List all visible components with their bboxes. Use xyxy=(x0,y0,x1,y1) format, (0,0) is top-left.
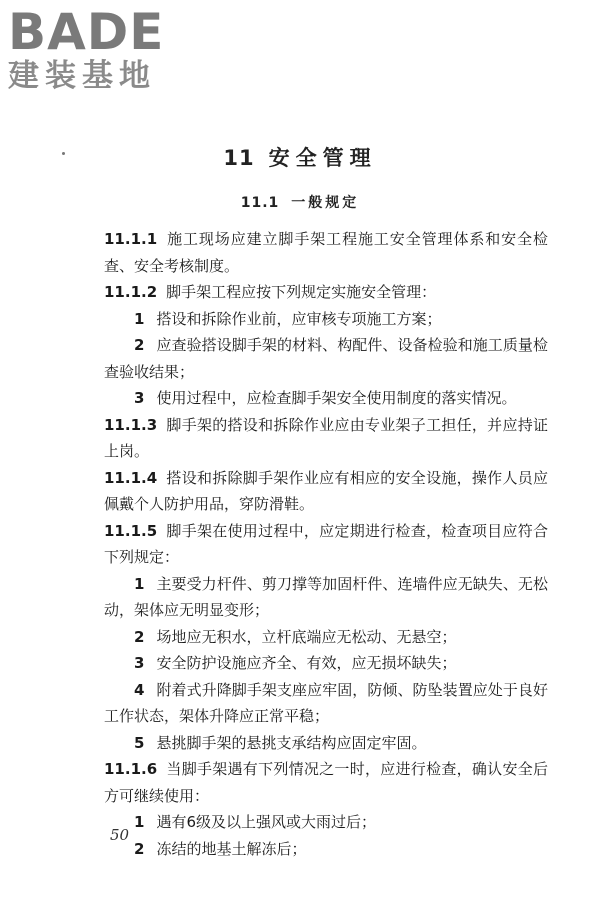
logo-wordmark: BADE xyxy=(8,3,165,61)
section-number: 11.1 xyxy=(240,195,280,211)
section-title xyxy=(0,192,600,212)
clause xyxy=(104,279,548,306)
clause-text: 施工现场应建立脚手架工程施工安全管理体系和安全检查、安全考核制度。 xyxy=(104,230,548,275)
clause-text: 搭设和拆除脚手架作业应有相应的安全设施，操作人员应佩戴个人防护用品，穿防滑鞋。 xyxy=(104,468,548,513)
brand-logo xyxy=(8,3,178,94)
clause-text: 脚手架的搭设和拆除作业应由专业架子工担任，并应持证上岗。 xyxy=(104,415,548,460)
item-number: 3 xyxy=(134,654,145,672)
clause-item xyxy=(104,624,548,651)
clause-number: 11.1.5 xyxy=(104,521,158,540)
item-number: 1 xyxy=(134,813,145,831)
item-text: 应查验搭设脚手架的材料、构配件、设备检验和施工质量检查验收结果； xyxy=(104,336,548,381)
item-number: 4 xyxy=(134,680,145,699)
clause-item xyxy=(104,332,548,385)
chapter-title xyxy=(0,142,600,172)
clause xyxy=(104,756,548,809)
clause xyxy=(104,226,548,279)
clause-text: 当脚手架遇有下列情况之一时，应进行检查，确认安全后方可继续使用： xyxy=(104,760,548,805)
item-text: 使用过程中，应检查脚手架安全使用制度的落实情况。 xyxy=(156,389,517,407)
item-number: 2 xyxy=(134,839,145,858)
clause xyxy=(104,465,548,518)
item-number: 3 xyxy=(134,389,145,407)
clause-number: 11.1.2 xyxy=(104,283,158,301)
document-body xyxy=(104,226,548,862)
clause-number: 11.1.1 xyxy=(104,230,158,248)
clause-item xyxy=(104,730,548,757)
item-text: 冻结的地基土解冻后； xyxy=(156,839,307,858)
section-name: 一般规定 xyxy=(291,195,360,211)
clause-number: 11.1.6 xyxy=(104,760,158,778)
item-text: 遇有6级及以上强风或大雨过后； xyxy=(156,813,376,831)
clause-text: 脚手架工程应按下列规定实施安全管理： xyxy=(166,283,437,301)
item-text: 场地应无积水，立杆底端应无松动、无悬空； xyxy=(156,627,457,646)
clause-text: 脚手架在使用过程中，应定期进行检查，检查项目应符合下列规定： xyxy=(104,521,548,566)
item-number: 1 xyxy=(134,309,145,328)
item-number: 2 xyxy=(134,336,145,354)
clause-item xyxy=(104,809,548,836)
item-number: 5 xyxy=(134,733,145,752)
item-text: 搭设和拆除作业前，应审核专项施工方案； xyxy=(156,309,442,328)
clause xyxy=(104,518,548,571)
logo-subtitle: 建装基地 xyxy=(8,58,156,94)
page-number: 50 xyxy=(110,826,130,844)
clause-item xyxy=(104,385,548,412)
clause-item xyxy=(104,650,548,677)
clause-item xyxy=(104,306,548,333)
clause-item xyxy=(104,836,548,863)
clause-item xyxy=(104,571,548,624)
clause-number: 11.1.4 xyxy=(104,468,158,487)
clause-number: 11.1.3 xyxy=(104,415,158,434)
clause xyxy=(104,412,548,465)
item-text: 安全防护设施应齐全、有效，应无损坏缺失； xyxy=(156,654,457,672)
item-text: 主要受力杆件、剪刀撑等加固杆件、连墙件应无缺失、无松动，架体应无明显变形； xyxy=(104,574,548,619)
item-text: 悬挑脚手架的悬挑支承结构应固定牢固。 xyxy=(156,733,427,752)
clause-item xyxy=(104,677,548,730)
item-text: 附着式升降脚手架支座应牢固，防倾、防坠装置应处于良好工作状态，架体升降应正常平稳； xyxy=(104,680,548,725)
item-number: 2 xyxy=(134,627,145,646)
chapter-name: 安全管理 xyxy=(268,146,377,170)
chapter-number: 11 xyxy=(223,146,255,170)
item-number: 1 xyxy=(134,574,145,593)
